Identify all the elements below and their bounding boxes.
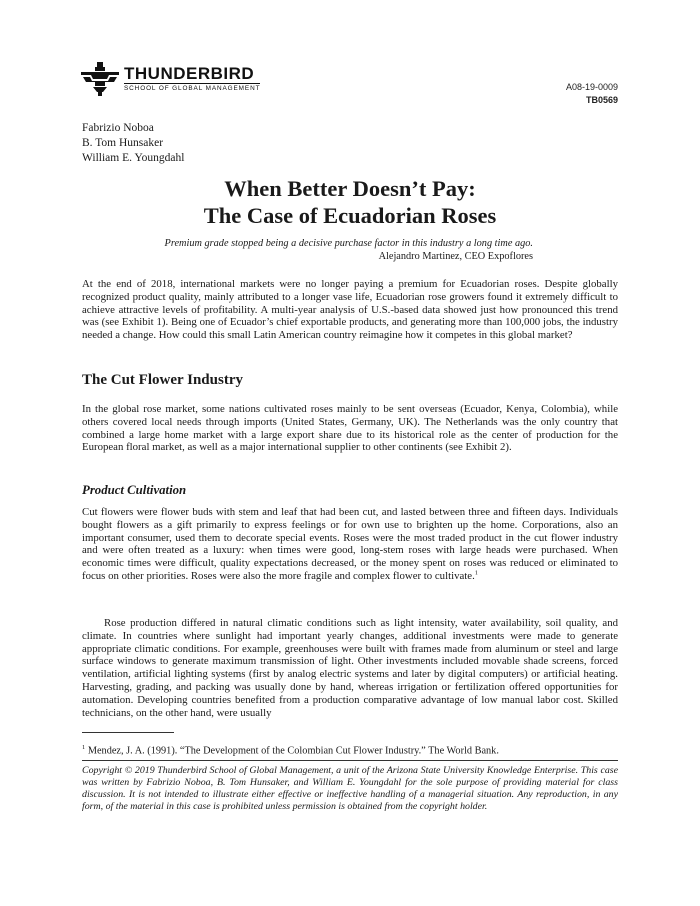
title-line-1: When Better Doesn’t Pay: bbox=[224, 176, 476, 201]
title-line-2: The Case of Ecuadorian Roses bbox=[203, 203, 497, 228]
epigraph-attribution: Alejandro Martinez, CEO Expoflores bbox=[378, 250, 533, 262]
author-list bbox=[82, 121, 184, 166]
case-number: A08-19-0009 bbox=[565, 82, 618, 92]
subsection-heading: Product Cultivation bbox=[82, 483, 187, 497]
cultivation-paragraph-1 bbox=[82, 506, 618, 583]
paragraph-text: Cut flowers were flower buds with stem and leaf that had been cut, and lasted between three and fifteen days. Individuals bought flowers as a gift primarily to express feelings or for own use to brighten up the home. Corporations, also an important consumer, used them to decorate special events. Roses were the most traded product in the cut flower industry and were often treated as a luxury: when times were good, long-stem roses with large heads were purchased. When economic times were difficult, quality expectations decreased, or the money spent on roses was reduced or eliminated to focus on other priorities. Roses were also the more fragile and complex flower to cultivate. bbox=[82, 506, 618, 582]
section-paragraph: In the global rose market, some nations cultivated roses mainly to be sent overseas (Ecuador, Kenya, Colombia), while others covered local needs through imports (United States, Germany, UK). The Netherlands was the only country that combined a large home market with a large export share due to its historical role as the center of production for the European floral market, as well as a major international supplier to other continents (see Exhibit 2). bbox=[82, 403, 618, 454]
epigraph bbox=[82, 238, 533, 263]
thunderbird-logo bbox=[81, 62, 260, 96]
footnote bbox=[82, 742, 618, 757]
copyright-divider bbox=[82, 760, 618, 761]
intro-paragraph: At the end of 2018, international markets were no longer paying a premium for Ecuadorian roses. Despite globally recognized product quality, mainly attributed to a longer vase life, Ecuadorian rose growers found it extremely difficult to achieve attractive levels of profitability. A multi-year analysis of U.S.-based data showed just how pronounced this trend was (see Exhibit 1). Being one of Ecuador’s chief exportable products, and generating more than 100,000 jobs, the industry needed a change. How could this small Latin American country reimagine how it competes in this global market? bbox=[82, 278, 618, 342]
logo-name: THUNDERBIRD bbox=[124, 64, 255, 83]
cultivation-paragraph-2: Rose production differed in natural climatic conditions such as light intensity, water availability, soil quality, and climate. In countries where sunlight had important yearly changes, additional investments were made to generate appropriate climatic conditions. For example, greenhouses were built with frames made from aluminum or steel and large surface windows to generate maximum transmission of light. Other investments included movable shade screens, forced ventilation, artificial lighting systems (first by analog electric systems and later by digital computers) or artificial heating. Harvesting, grading, and packing was usually done by hand, whereas irrigation or fertilization offered opportunities for automation. Developing countries benefited from a production comparative advantage of low manual labor cost. Skilled technicians, on the other hand, were usually bbox=[82, 617, 618, 719]
epigraph-text: Premium grade stopped being a decisive purchase factor in this industry a long time ago. bbox=[164, 238, 533, 249]
author-name: Fabrizio Noboa bbox=[82, 122, 154, 134]
case-identifiers bbox=[566, 81, 618, 107]
footnote-reference[interactable]: 1 bbox=[474, 569, 479, 577]
case-title bbox=[0, 175, 700, 229]
section-heading: The Cut Flower Industry bbox=[82, 372, 243, 388]
footnote-marker: 1 bbox=[82, 744, 86, 751]
footnote-text: Mendez, J. A. (1991). “The Development of the Colombian Cut Flower Industry.” The World Bank. bbox=[87, 745, 499, 757]
copyright-notice: Copyright © 2019 Thunderbird School of Global Management, a unit of the Arizona State University Knowledge Enterprise. This case was written by Fabrizio Noboa, B. Tom Hunsaker, and William E. Youngdahl for the sole purpose of providing material for class discussion. It is not intended to illustrate either effective or ineffective handling of a managerial situation. Any reproduction, in any form, of the material in this case is prohibited unless permission is obtained from the copyright holder. bbox=[82, 765, 618, 812]
footnote-divider bbox=[82, 732, 174, 733]
author-name: William E. Youngdahl bbox=[82, 152, 185, 164]
thunderbird-bird-icon bbox=[81, 62, 119, 96]
logo-subtitle: SCHOOL OF GLOBAL MANAGEMENT bbox=[124, 85, 261, 92]
teaching-code: TB0569 bbox=[585, 95, 618, 105]
author-name: B. Tom Hunsaker bbox=[82, 137, 164, 149]
